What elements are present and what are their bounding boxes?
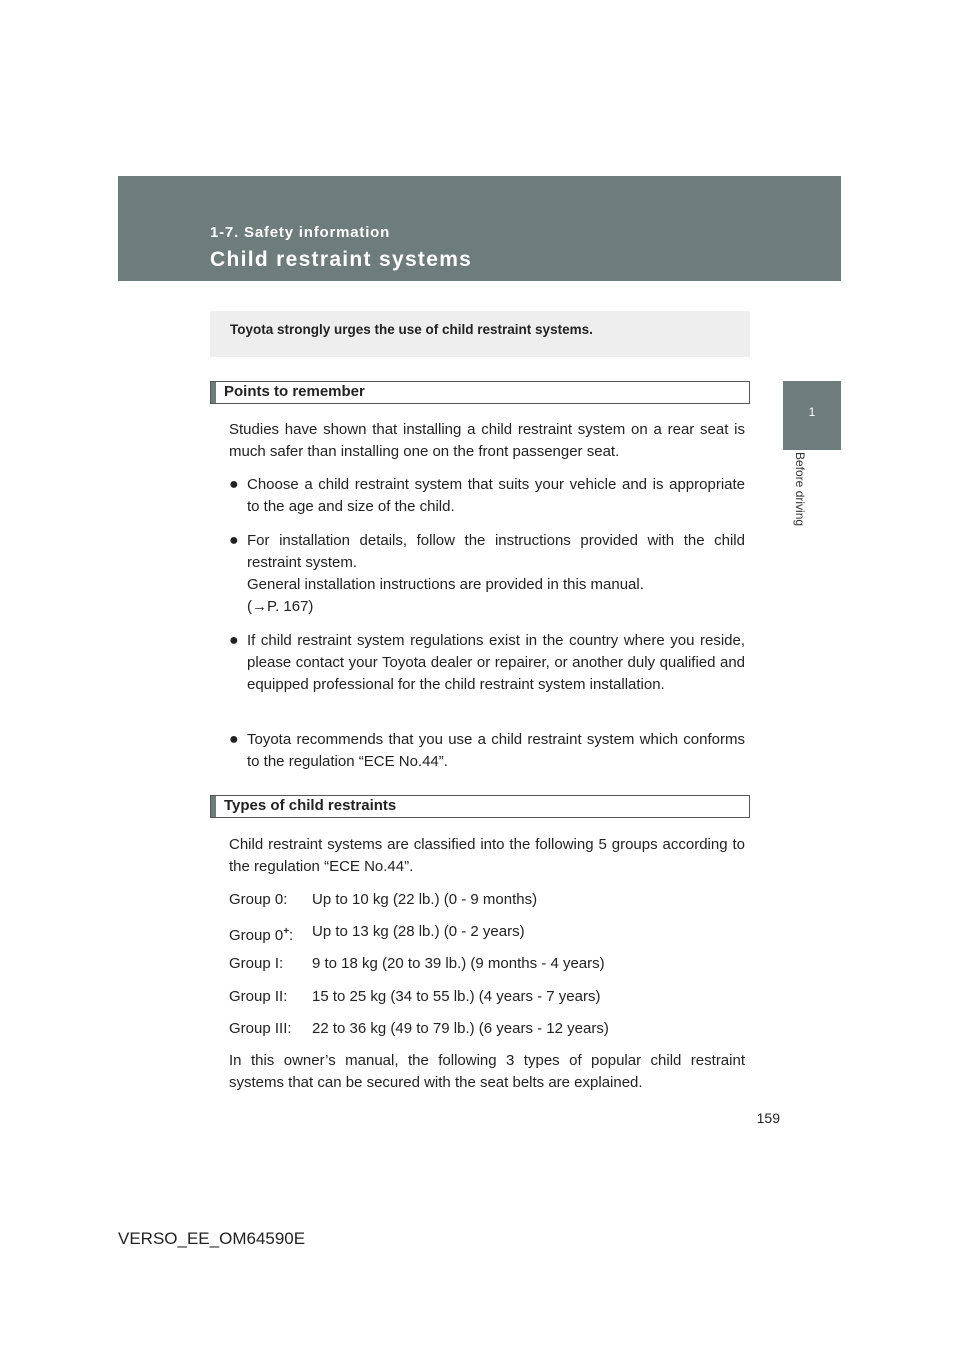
types-lead-paragraph: Child restraint systems are classified into the following 5 groups according to the regulation “ECE No.44”. — [229, 836, 745, 875]
page-number: 159 — [756, 1110, 780, 1126]
section-label: 1-7. Safety information — [210, 224, 391, 241]
chapter-tab — [783, 381, 841, 450]
intro-box — [210, 311, 750, 357]
bullet-text: For installation details, follow the instructions provided with the child restraint system. — [247, 532, 745, 571]
document-code: VERSO_EE_OM64590E — [118, 1229, 306, 1248]
bullet-item — [229, 729, 745, 773]
section-heading-points — [210, 381, 750, 404]
group-row — [229, 1018, 749, 1040]
section-heading-types — [210, 795, 750, 818]
bullet-text: If child restraint system regulations exist in the country where you reside, please contact your Toyota dealer or repairer, or another duly qualified and equipped professional for the child restraint system installation. — [247, 632, 745, 693]
chapter-label: Before driving — [793, 452, 807, 527]
section-heading-label: Points to remember — [224, 383, 365, 400]
group-name: Group III: — [229, 1020, 292, 1037]
bullet-dot-icon: ● — [229, 632, 239, 649]
group-name: Group 0 — [229, 927, 284, 944]
bullet-item — [229, 630, 745, 696]
bullet-item — [229, 530, 745, 618]
types-closing-paragraph: In this owner’s manual, the following 3 types of popular child restraint systems that can be secured with the seat belts are explained. — [229, 1052, 745, 1091]
group-description: Up to 10 kg (22 lb.) (0 - 9 months) — [312, 891, 538, 908]
bullet-dot-icon: ● — [229, 532, 239, 549]
group-description: 9 to 18 kg (20 to 39 lb.) (9 months - 4 years) — [312, 955, 605, 972]
group-row — [229, 986, 749, 1008]
group-name-suffix: : — [289, 927, 294, 944]
group-name: Group II: — [229, 988, 288, 1005]
group-description: 22 to 36 kg (49 to 79 lb.) (6 years - 12 years) — [312, 1020, 609, 1037]
group-name-composite — [229, 921, 293, 947]
group-name: Group 0: — [229, 891, 288, 908]
page-title: Child restraint systems — [210, 248, 473, 271]
header-band — [118, 176, 841, 281]
group-description: Up to 13 kg (28 lb.) (0 - 2 years) — [312, 923, 525, 940]
group-row — [229, 953, 749, 975]
page-reference: (→P. 167) — [247, 598, 314, 615]
bullet-item — [229, 474, 745, 518]
bullet-dot-icon: ● — [229, 731, 239, 748]
group-superscript: + — [283, 926, 290, 937]
group-row — [229, 889, 749, 911]
bullet-text: Toyota recommends that you use a child restraint system which conforms to the regulation “ECE No.44”. — [247, 731, 745, 770]
intro-text: Toyota strongly urges the use of child restraint systems. — [230, 322, 593, 337]
chapter-label-container — [794, 452, 808, 552]
bullet-dot-icon: ● — [229, 476, 239, 493]
group-description: 15 to 25 kg (34 to 55 lb.) (4 years - 7 years) — [312, 988, 601, 1005]
section-heading-label: Types of child restraints — [224, 797, 397, 814]
bullet-extra-text: General installation instructions are provided in this manual. — [247, 576, 644, 593]
group-row — [229, 921, 749, 943]
chapter-number: 1 — [808, 405, 816, 419]
points-lead-paragraph: Studies have shown that installing a child restraint system on a rear seat is much safer than installing one on the front passenger seat. — [229, 421, 745, 460]
bullet-text: Choose a child restraint system that suits your vehicle and is appropriate to the age and size of the child. — [247, 476, 745, 515]
group-name: Group I: — [229, 955, 284, 972]
